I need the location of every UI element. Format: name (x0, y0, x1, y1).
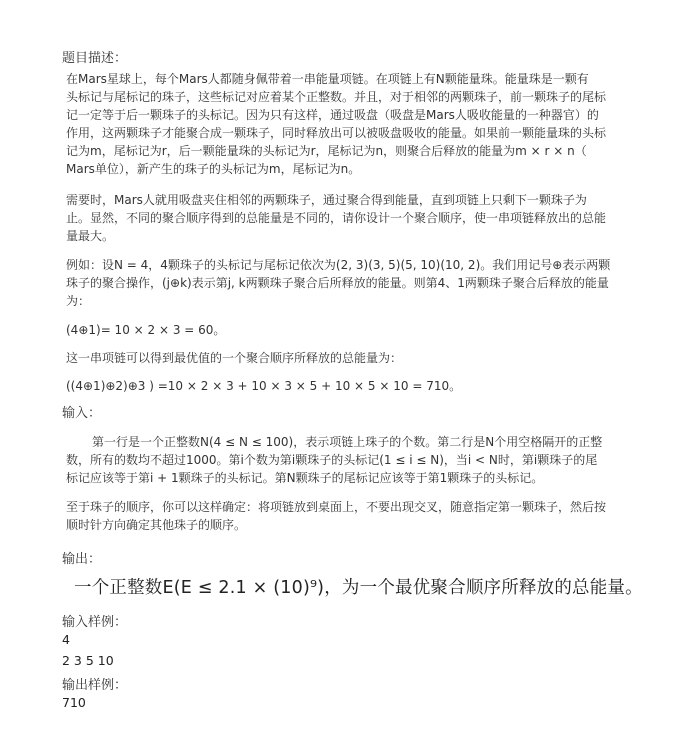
example-calculation: (4⊕1)= 10 × 2 × 3 = 60。 (66, 323, 226, 337)
optimal-order-text: 这一串项链可以得到最优值的一个聚合顺序所释放的总能量为： (66, 351, 403, 365)
intro-line: 记为m，尾标记为r，后一颗能量珠的头标记为r，尾标记为n，则聚合后释放的能量为m × r × n（ (66, 144, 587, 158)
process-line: 量最大。 (66, 229, 115, 243)
order-paragraph (66, 498, 606, 534)
example-total: ((4⊕1)⊕2)⊕3 ) =10 × 2 × 3 + 10 × 3 × 5 + 10 × 5 × 10 = 710。 (66, 379, 462, 393)
process-paragraph (66, 191, 606, 245)
sample-output-line: 710 (62, 695, 86, 710)
order-line: 至于珠子的顺序，你可以这样确定：将项链放到桌面上，不要出现交叉，随意指定第一颗珠子，然后按 (66, 500, 607, 514)
input-paragraph (66, 433, 602, 487)
intro-line: Mars单位），新产生的珠子的头标记为m，尾标记为n。 (66, 162, 361, 176)
input-line: 数，所有的数均不超过1000。第i个数为第i颗珠子的头标记(1 ≤ i ≤ N)，当i < N时，第i颗珠子的尾 (66, 453, 598, 467)
intro-line: 作用，这两颗珠子才能聚合成一颗珠子，同时释放出可以被吸盘吸收的能量。如果前一颗能量珠的头标 (66, 126, 607, 140)
input-heading: 输入： (62, 406, 102, 421)
example-line: 例如：设N = 4，4颗珠子的头标记与尾标记依次为(2, 3)(3, 5)(5, 10)(10, 2)。我们用记号⊕表示两颗 (66, 258, 611, 272)
process-line: 需要时，Mars人就用吸盘夹住相邻的两颗珠子，通过聚合得到能量，直到项链上只剩下一颗珠子为 (66, 193, 587, 207)
intro-line: 在Mars星球上，每个Mars人都随身佩带着一串能量项链。在项链上有N颗能量珠。能量珠是一颗有 (66, 72, 589, 86)
intro-paragraph (66, 70, 606, 178)
sample-output-heading: 输出样例： (62, 678, 128, 693)
description-heading: 题目描述： (62, 51, 128, 66)
example-line: 珠子的聚合操作，(j⊕k)表示第j, k两颗珠子聚合后所释放的能量。则第4、1两颗珠子聚合后释放的能量 (66, 276, 609, 290)
example-paragraph (66, 256, 610, 310)
process-line: 止。显然，不同的聚合顺序得到的总能量是不同的，请你设计一个聚合顺序，使一串项链释放出的总能 (66, 211, 607, 225)
intro-line: 记一定等于后一颗珠子的头标记。因为只有这样，通过吸盘（吸盘是Mars人吸收能量的一种器官）的 (66, 108, 599, 122)
input-line: 第一行是一个正整数N(4 ≤ N ≤ 100)，表示项链上珠子的个数。第二行是N个用空格隔开的正整 (92, 435, 603, 449)
sample-input-line: 4 (62, 632, 70, 647)
sample-input-line: 2 3 5 10 (62, 653, 114, 668)
output-heading: 输出： (62, 552, 102, 567)
sample-input-heading: 输入样例： (62, 615, 128, 630)
output-description: 一个正整数E(E ≤ 2.1 × (10)⁹)，为一个最优聚合顺序所释放的总能量。 (74, 578, 643, 598)
example-line: 为： (66, 294, 91, 308)
intro-line: 头标记与尾标记的珠子，这些标记对应着某个正整数。并且，对于相邻的两颗珠子，前一颗珠子的尾标 (66, 90, 607, 104)
order-line: 顺时针方向确定其他珠子的顺序。 (66, 518, 247, 532)
input-line: 标记应该等于第i + 1颗珠子的头标记。第N颗珠子的尾标记应该等于第1颗珠子的头标记。 (66, 471, 544, 485)
